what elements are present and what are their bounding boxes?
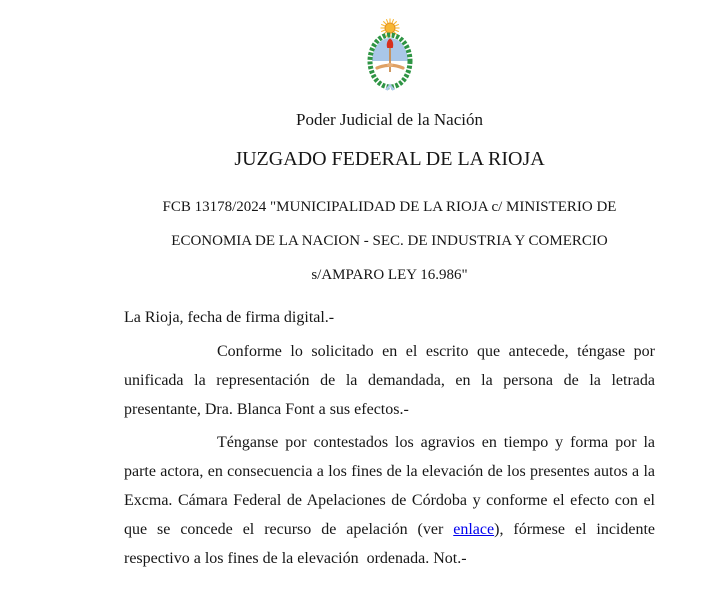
paragraph-2-text-after: ), fórmese el incidente respectivo a los fines de la elevación ordenada. Not.- [124,521,656,567]
case-caption-line: s/AMPARO LEY 16.986" [311,267,468,283]
institution-title: Poder Judicial de la Nación [296,110,483,129]
case-caption [124,190,655,292]
order-paragraph-1: Conforme lo solicitado en el escrito que antecede, téngase por unificada la representación de la demandada, en la persona de la letrada presentante, Dra. Blanca Font a sus efectos.- [124,343,655,418]
argentina-coat-of-arms-icon [362,17,418,93]
case-caption-line: FCB 13178/2024 "MUNICIPALIDAD DE LA RIOJA c/ MINISTERIO DE [162,199,617,215]
document-content [124,0,655,573]
order-paragraph-2 [124,428,655,573]
dateline: La Rioja, fecha de firma digital.- [124,309,335,326]
enlace-link[interactable]: enlace [453,521,495,538]
case-caption-line: ECONOMIA DE LA NACION - SEC. DE INDUSTRIA Y COMERCIO [171,233,608,249]
paragraph-2-text-before: Ténganse por contestados los agravios en tiempo y forma por la parte actora, en consecuencia a los fines de la elevación de los presentes autos a la Excma. Cámara Federal de Apelaciones de Córdoba y conforme el efecto con el que se concede el recurso de apelación (ver [124,434,655,538]
court-title: JUZGADO FEDERAL DE LA RIOJA [234,148,545,170]
